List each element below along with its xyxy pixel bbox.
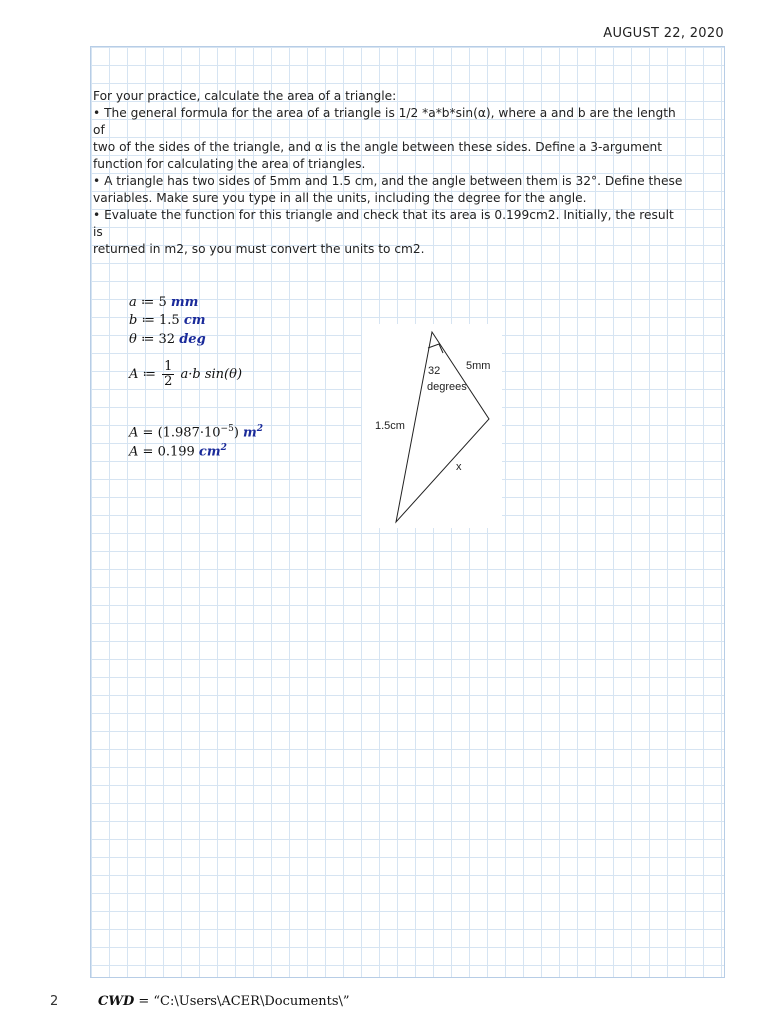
result-m2-exponent: −5 xyxy=(220,424,234,434)
triangle-figure[interactable] xyxy=(362,324,502,528)
value-b: 1.5 xyxy=(159,313,180,328)
instruction-line: • Evaluate the function for this triangle and check that its area is 0.199cm2. Initially, the result is xyxy=(93,208,678,239)
define-area-function-region[interactable]: A ≔ $\frac{1}{2}$ a·b sin(θ) xyxy=(129,359,243,389)
page-number: 2 xyxy=(50,994,59,1009)
triangle-diagram xyxy=(362,324,502,528)
result-cm2-unit-exponent: 2 xyxy=(220,443,227,453)
variable-theta: θ xyxy=(129,332,137,347)
angle-unit-label: degrees xyxy=(427,381,467,393)
instruction-line: returned in m2, so you must convert the units to cm2. xyxy=(93,242,425,256)
fraction-numerator: 1 xyxy=(164,359,173,374)
cwd-label: CWD xyxy=(98,994,135,1009)
variable-area: A xyxy=(129,367,139,382)
instruction-line: • The general formula for the area of a triangle is 1/2 *a*b*sin(α), where a and b are the length of xyxy=(93,106,680,137)
result-cm2-region[interactable]: A = 0.199 $cm^2$ xyxy=(129,443,227,460)
value-theta: 32 xyxy=(158,332,176,347)
variable-a: a xyxy=(129,295,137,310)
unit-a: mm xyxy=(170,295,199,310)
instruction-line: • A triangle has two sides of 5mm and 1.5 cm, and the angle between them is 32°. Define these xyxy=(93,174,683,188)
define-b-region[interactable]: b ≔ 1.5 cm xyxy=(129,313,206,328)
fraction-one-half xyxy=(162,360,174,389)
cwd-footer: CWD = “C:\Users\ACER\Documents\” xyxy=(98,994,350,1009)
instruction-line: two of the sides of the triangle, and α is the angle between these sides. Define a 3-argument function for calculating the area of triangles. xyxy=(93,140,666,171)
unit-theta: deg xyxy=(179,332,206,347)
cwd-value: “C:\Users\ACER\Documents\” xyxy=(153,994,350,1009)
document-date: AUGUST 22, 2020 xyxy=(603,26,724,41)
result-m2-unit-exponent: 2 xyxy=(256,424,264,434)
fraction-denominator: 2 xyxy=(164,374,173,389)
angle-value-label: 32 xyxy=(428,365,441,377)
result-cm2-unit: cm xyxy=(198,444,221,460)
instruction-line: For your practice, calculate the area of a triangle: xyxy=(93,89,397,103)
unit-b: cm xyxy=(183,313,206,328)
result-m2-region[interactable]: $A = (1.987\cdot 10^{-5})$ $m^2$ xyxy=(129,424,264,441)
result-cm2-value: 0.199 xyxy=(157,444,195,460)
define-theta-region[interactable]: θ ≔ 32 deg xyxy=(129,332,206,347)
side-a-label: 5mm xyxy=(466,360,491,372)
define-a-region[interactable]: a ≔ 5 mm xyxy=(129,295,199,310)
result-m2-unit: m xyxy=(243,425,257,441)
value-a: 5 xyxy=(158,295,167,310)
result-m2-value: (1.987·10 xyxy=(157,425,221,441)
area-expression: a·b sin(θ) xyxy=(180,367,243,382)
side-x-label: x xyxy=(456,461,462,473)
variable-b: b xyxy=(129,313,138,328)
instructions-text-region[interactable] xyxy=(93,88,685,258)
result-m2-paren: ) xyxy=(233,425,239,441)
side-b-label: 1.5cm xyxy=(375,420,405,432)
instruction-line: variables. Make sure you type in all the units, including the degree for the angle. xyxy=(93,191,587,205)
